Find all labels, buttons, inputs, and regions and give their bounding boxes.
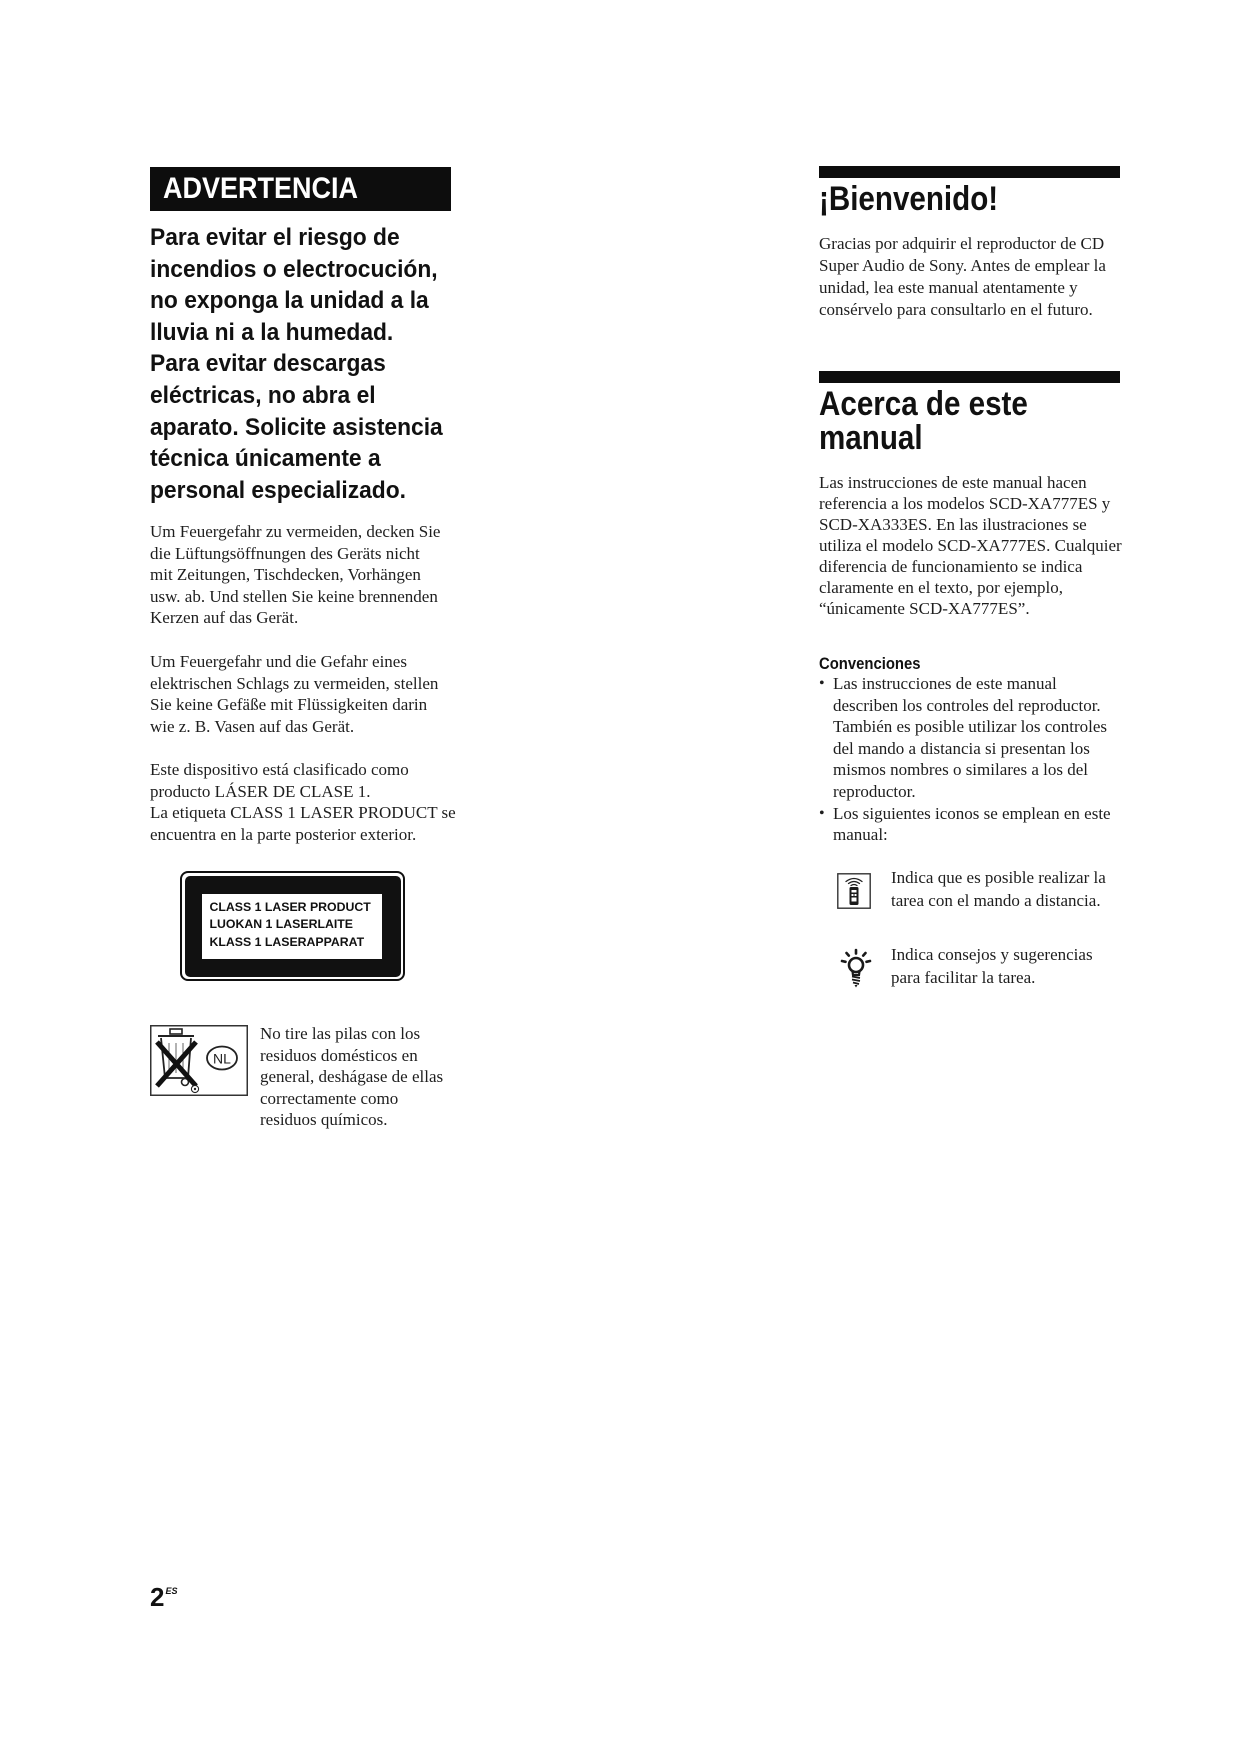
welcome-paragraph	[819, 233, 1106, 321]
text-line: diferencia de funcionamiento se indica	[819, 557, 1083, 576]
text-line: claramente en el texto, por ejemplo,	[819, 578, 1064, 597]
text-line: lluvia ni a la humedad.	[150, 318, 394, 346]
laser-label-frame	[185, 876, 401, 977]
text-line: personal especializado.	[150, 476, 406, 504]
text-line: • Los siguientes iconos se emplean en este	[833, 803, 1111, 823]
text-line: SCD-XA333ES. En las ilustraciones se	[819, 515, 1087, 534]
heading-line: manual	[819, 419, 923, 457]
text-line: Gracias por adquirir el reproductor de CD	[819, 234, 1105, 253]
page-language-suffix: ES	[165, 1586, 178, 1596]
text-line: Super Audio de Sony. Antes de emplear la	[819, 256, 1106, 275]
tip-light-bulb-icon-graphic	[840, 948, 872, 988]
text-line: wie z. B. Vasen auf das Gerät.	[150, 716, 355, 736]
battery-disposal-note	[260, 1023, 443, 1131]
text-line: No tire las pilas con los	[260, 1024, 421, 1043]
remote-control-icon	[837, 873, 871, 909]
welcome-heading: ¡Bienvenido!	[819, 180, 999, 218]
text-line: Indica consejos y sugerencias	[891, 945, 1093, 964]
text-line: no exponga la unidad a la	[150, 287, 429, 315]
text-line: Las instrucciones de este manual hacen	[819, 473, 1087, 492]
page-number	[150, 1582, 177, 1618]
text-line: encuentra en la parte posterior exterior.	[150, 824, 417, 844]
text-line: Este dispositivo está clasificado como	[150, 760, 409, 779]
crossed-out-bin-icon	[150, 1025, 248, 1096]
text-line: aparato. Solicite asistencia	[150, 413, 443, 441]
section-rule	[819, 166, 1120, 178]
text-line: producto LÁSER DE CLASE 1.	[150, 781, 371, 801]
text-line: Um Feuergefahr und die Gefahr eines	[150, 652, 407, 671]
conventions-heading: Convenciones	[819, 655, 921, 673]
about-paragraph	[819, 472, 1122, 619]
text-line: usw. ab. Und stellen Sie keine brennenden	[150, 586, 438, 606]
text-line: die Lüftungsöffnungen des Geräts nicht	[150, 543, 420, 563]
fire-notice-paragraph	[150, 521, 440, 629]
text-line: Para evitar el riesgo de	[150, 224, 400, 251]
heading-line: Acerca de este	[819, 385, 1028, 423]
laser-label-line: LUOKAN 1 LASERLAITE	[209, 917, 353, 931]
text-line: Indica que es posible realizar la	[891, 868, 1106, 887]
about-heading	[819, 387, 1028, 455]
tip-light-bulb-icon	[840, 948, 872, 988]
text-line: reproductor.	[833, 781, 916, 801]
laser-label-text	[210, 899, 371, 952]
text-line: También es posible utilizar los controles	[833, 717, 1108, 737]
text-line: incendios o electrocución,	[150, 255, 438, 283]
text-line: tarea con el mando a distancia.	[891, 890, 1101, 910]
remote-control-icon-graphic	[837, 873, 871, 909]
laser-notice-paragraph	[150, 759, 456, 845]
list-item	[819, 673, 1120, 803]
text-line: • Las instrucciones de este manual	[833, 674, 1057, 693]
text-line: manual:	[833, 825, 888, 845]
text-line: describen los controles del reproductor.	[833, 695, 1101, 715]
text-line: Um Feuergefahr zu vermeiden, decken Sie	[150, 522, 441, 541]
list-item	[819, 803, 1120, 846]
page-number-digit: 2	[150, 1582, 165, 1612]
text-line: técnica únicamente a	[150, 445, 381, 473]
text-line: para facilitar la tarea.	[891, 967, 1036, 987]
laser-label-panel	[202, 894, 382, 959]
text-line: utiliza el modelo SCD-XA777ES. Cualquier	[819, 536, 1122, 555]
text-line: referencia a los modelos SCD-XA777ES y	[819, 494, 1111, 513]
text-line: La etiqueta CLASS 1 LASER PRODUCT se	[150, 803, 456, 822]
section-rule	[819, 371, 1120, 383]
remote-icon-note	[891, 867, 1106, 912]
conventions-list	[819, 673, 1120, 846]
text-line: Para evitar descargas	[150, 350, 386, 378]
tip-icon-note	[891, 944, 1093, 989]
nl-mark: NL	[213, 1050, 231, 1067]
crossed-out-bin-icon-graphic	[150, 1025, 248, 1096]
laser-class-label	[180, 871, 405, 981]
warning-title-bar	[150, 167, 451, 211]
text-line: general, deshágase de ellas	[260, 1067, 444, 1086]
warning-text	[150, 222, 443, 506]
text-line: residuos domésticos en	[260, 1045, 418, 1065]
text-line: mit Zeitungen, Tischdecken, Vorhängen	[150, 565, 421, 584]
liquid-notice-paragraph	[150, 651, 438, 737]
text-line: eléctricas, no abra el	[150, 381, 376, 409]
laser-label-line: CLASS 1 LASER PRODUCT	[209, 899, 371, 914]
text-line: Kerzen auf das Gerät.	[150, 608, 299, 627]
text-line: unidad, lea este manual atentamente y	[819, 278, 1078, 297]
text-line: del mando a distancia si presentan los	[833, 738, 1090, 758]
text-line: consérvelo para consultarlo en el futuro.	[819, 300, 1093, 319]
text-line: residuos químicos.	[260, 1110, 388, 1129]
warning-title: ADVERTENCIA	[163, 172, 359, 205]
text-line: Sie keine Gefäße mit Flüssigkeiten darin	[150, 695, 428, 714]
text-line: elektrischen Schlags zu vermeiden, stellen	[150, 673, 439, 693]
text-line: correctamente como	[260, 1088, 399, 1108]
laser-label-line: KLASS 1 LASERAPPARAT	[209, 934, 365, 949]
text-line: “únicamente SCD-XA777ES”.	[819, 599, 1030, 618]
text-line: mismos nombres o similares a los del	[833, 760, 1088, 780]
